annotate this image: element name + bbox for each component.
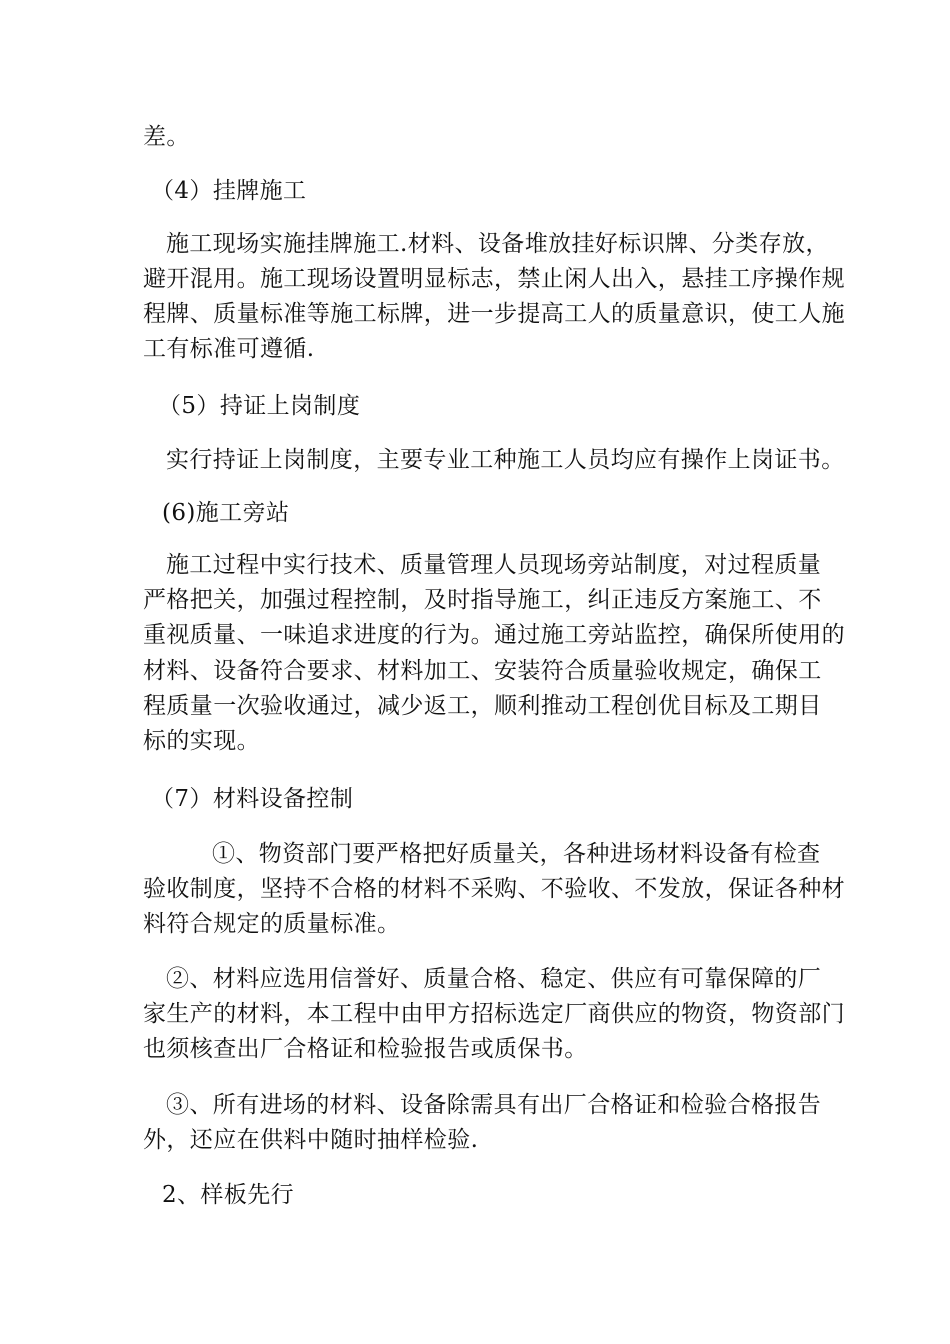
text-line: 料符合规定的质量标准。	[143, 911, 401, 937]
section-heading: 2、样板先行	[162, 1182, 295, 1208]
section-heading: （7）材料设备控制	[151, 786, 354, 812]
section-heading: （5）持证上岗制度	[158, 393, 361, 419]
text-line: 外，还应在供料中随时抽样检验.	[143, 1127, 479, 1153]
text-line: 差。	[143, 124, 190, 150]
text-line: 标的实现。	[143, 728, 260, 754]
section-heading: （4）挂牌施工	[151, 178, 307, 204]
text-line: 程质量一次验收通过，减少返工，顺利推动工程创优目标及工期目	[143, 693, 822, 719]
text-line: 严格把关，加强过程控制，及时指导施工，纠正违反方案施工、不	[143, 587, 822, 613]
text-line: 避开混用。施工现场设置明显标志，禁止闲人出入，悬挂工序操作规	[143, 266, 845, 292]
text-line: 家生产的材料，本工程中由甲方招标选定厂商供应的物资，物资部门	[143, 1001, 845, 1027]
text-line: 重视质量、一味追求进度的行为。通过施工旁站监控，确保所使用的	[143, 622, 845, 648]
text-line: 工有标准可遵循.	[143, 336, 315, 362]
text-line: 程牌、质量标准等施工标牌，进一步提高工人的质量意识，使工人施	[143, 301, 845, 327]
text-line: 材料、设备符合要求、材料加工、安装符合质量验收规定，确保工	[143, 658, 822, 684]
text-line: 验收制度，坚持不合格的材料不采购、不验收、不发放，保证各种材	[143, 876, 845, 902]
text-line: 施工过程中实行技术、质量管理人员现场旁站制度，对过程质量	[166, 552, 822, 578]
section-heading: (6)施工旁站	[162, 500, 290, 526]
text-line: 实行持证上岗制度，主要专业工种施工人员均应有操作上岗证书。	[166, 447, 845, 473]
text-line: ③、所有进场的材料、设备除需具有出厂合格证和检验合格报告	[166, 1092, 822, 1118]
text-line: ①、物资部门要严格把好质量关，各种进场材料设备有检查	[212, 841, 821, 867]
text-line: 也须核查出厂合格证和检验报告或质保书。	[143, 1036, 588, 1062]
text-line: ②、材料应选用信誉好、质量合格、稳定、供应有可靠保障的厂	[166, 966, 822, 992]
text-line: 施工现场实施挂牌施工.材料、设备堆放挂好标识牌、分类存放，	[166, 231, 829, 257]
